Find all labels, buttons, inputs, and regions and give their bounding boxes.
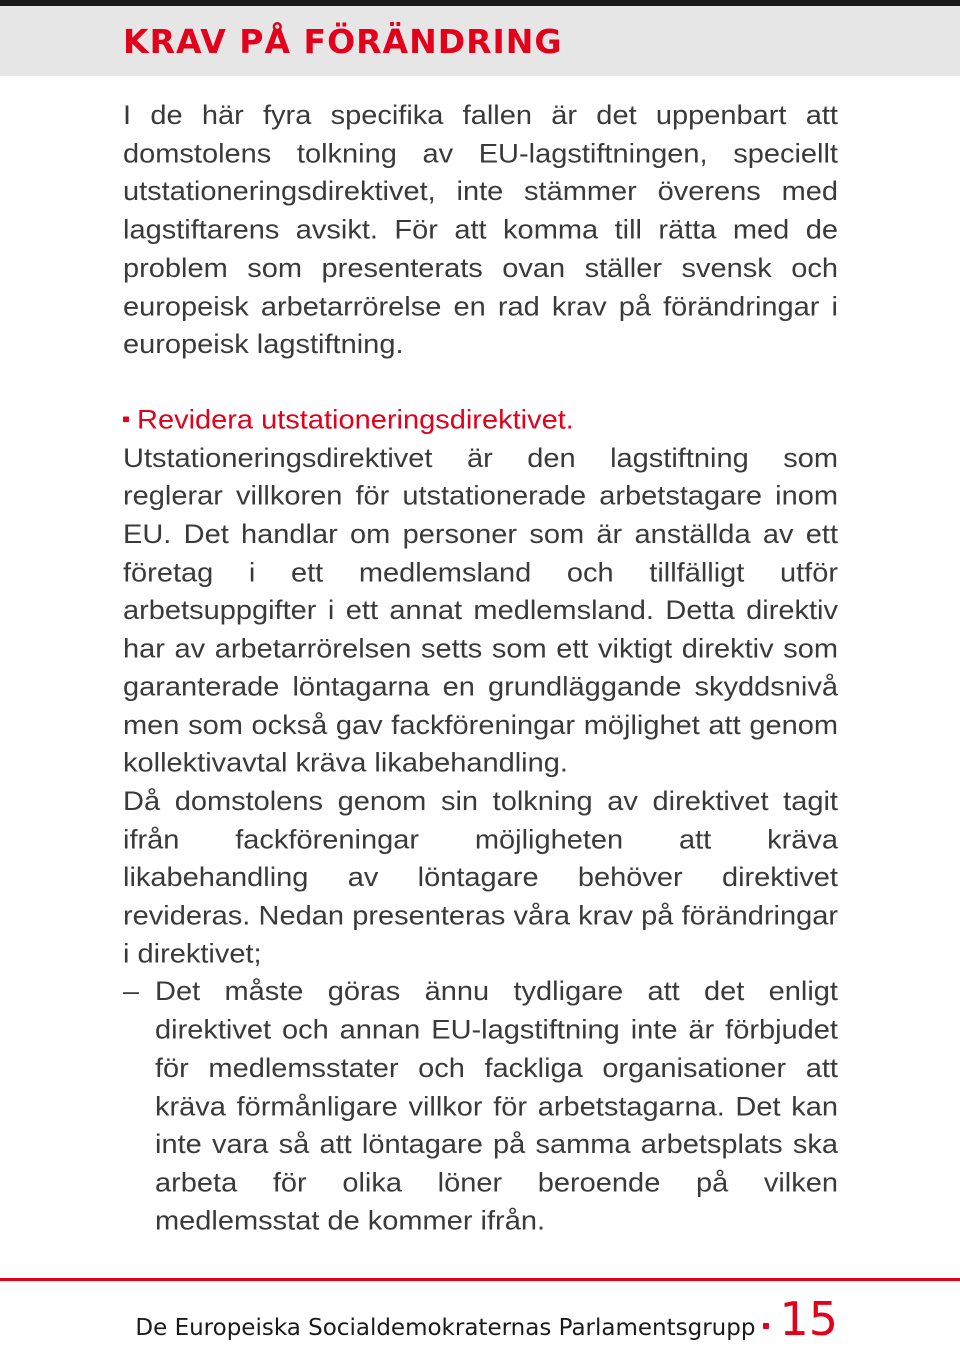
dash-list-item-text: Det måste göras ännu tydligare att det enligt direktivet och annan EU-lagstiftning inte är förbjudet för medlemsstater och fackliga organisationer att kräva förmånligare villkor för arbetstagarna. Det kan inte vara så att löntagare på samma arbetsplats ska arbeta för olika löner beroende på vilken medlemsstat de kommer ifrån. [155, 977, 838, 1236]
page-footer [135, 1292, 838, 1346]
footer-rule [0, 1278, 960, 1281]
page-number: 15 [779, 1292, 838, 1346]
section-title: KRAV PÅ FÖRÄNDRING [123, 22, 563, 61]
bullet-heading-text: Revidera utstationeringsdirektivet. [137, 405, 574, 436]
body-text [123, 97, 838, 1240]
paragraph-revision: Då domstolens genom sin tolkning av direktivet tagit ifrån fackföreningar möjligheten att kräva likabehandling av löntagare behöver direktivet revideras. Nedan presenteras våra krav på förändringar i direktivet; [123, 786, 838, 970]
dash-icon: – [123, 977, 140, 1008]
bullet-heading [123, 401, 838, 439]
footer-bullet-icon [763, 1323, 769, 1329]
footer-publisher: De Europeiska Socialdemokraternas Parlamentsgrupp [135, 1315, 756, 1341]
bullet-icon [123, 417, 129, 423]
intro-paragraph: I de här fyra specifika fallen är det uppenbart att domstolens tolkning av EU-lagstiftningen, speciellt utstationeringsdirektivet, inte stämmer överens med lagstiftarens avsikt. För att komma till rätta med de problem som presenterats ovan ställer svensk och europeisk arbetarrörelse en rad krav på förändringar i europeisk lagstiftning. [123, 100, 838, 360]
paragraph-directive: Utstationeringsdirektivet är den lagstiftning som reglerar villkoren för utstationerade arbetstagare inom EU. Det handlar om personer som är anställda av ett företag i ett medlemsland och tillfälligt utför arbetsuppgifter i ett annat medlemsland. Detta direktiv har av arbetarrörelsen setts som ett viktigt direktiv som garanterade löntagarna en grundläggande skyddsnivå men som också gav fackföreningar möjlighet att genom kollektivavtal kräva likabehandling. [123, 443, 838, 779]
dash-list-item [123, 973, 838, 1240]
